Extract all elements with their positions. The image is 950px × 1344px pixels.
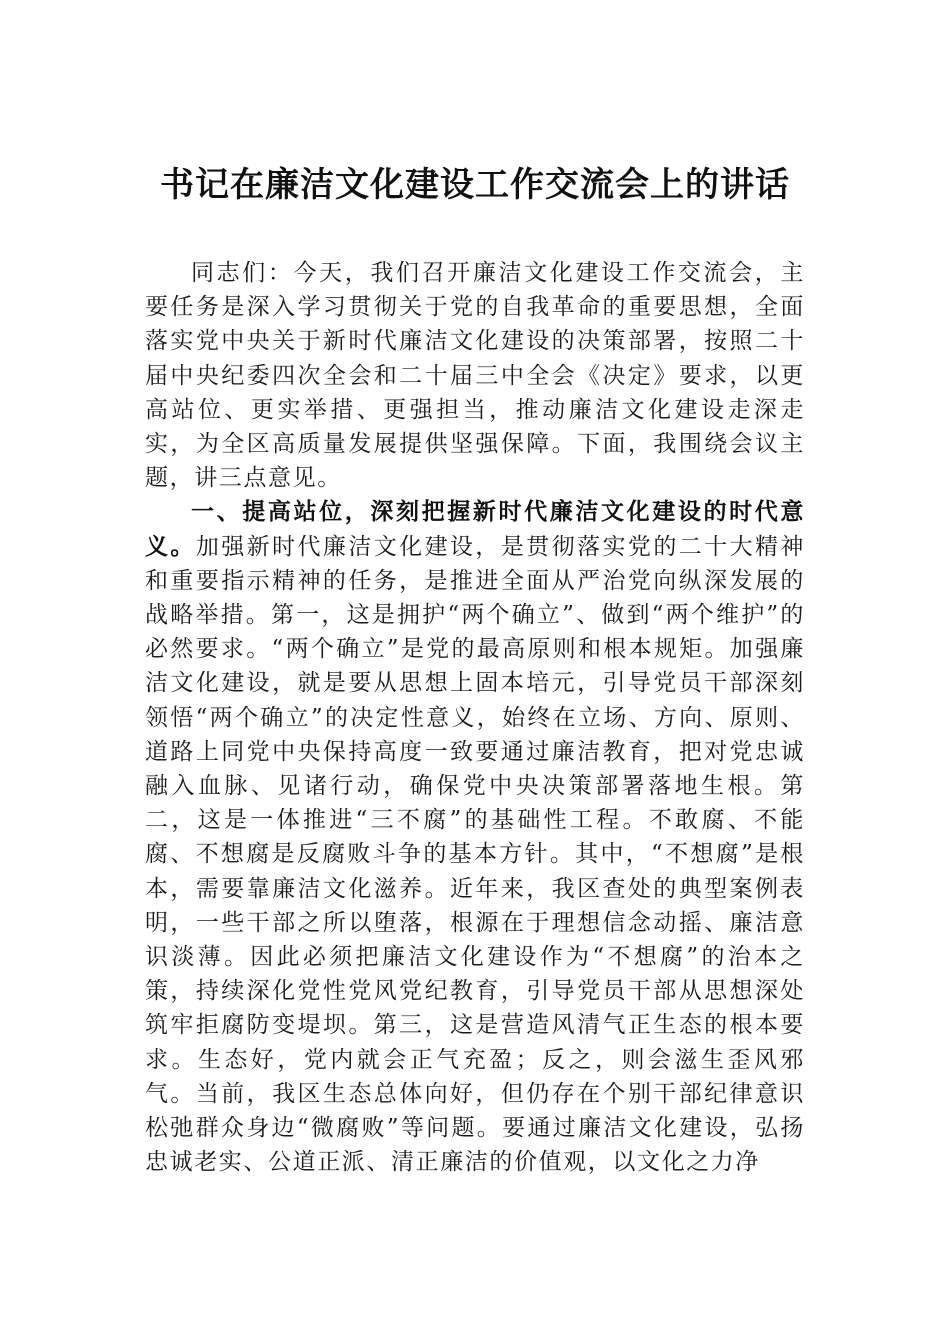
document-title: 书记在廉洁文化建设工作交流会上的讲话	[160, 165, 790, 205]
paragraph-text: 同志们：今天，我们召开廉洁文化建设工作交流会，主要任务是深入学习贯彻关于党的自我革命的重要思想，全面落实党中央关于新时代廉洁文化建设的决策部署，按照二十届中央纪委四次全会和二十届三中全会《决定》要求，以更高站位、更实举措、更强担当，推动廉洁文化建设走深走实，为全区高质量发展提供坚强保障。下面，我围绕会议主题，讲三点意见。	[145, 260, 805, 492]
paragraph-text: 加强新时代廉洁文化建设，是贯彻落实党的二十大精神和重要指示精神的任务，是推进全面从严治党向纵深发展的战略举措。第一，这是拥护“两个确立”、做到“两个维护”的必然要求。“两个确立”是党的最高原则和根本规矩。加强廉洁文化建设，就是要从思想上固本培元，引导党员干部深刻领悟“两个确立”的决定性意义，始终在立场、方向、原则、道路上同党中央保持高度一致要通过廉洁教育，把对党忠诚融入血脉、见诸行动，确保党中央决策部署落地生根。第二，这是一体推进“三不腐”的基础性工程。不敢腐、不能腐、不想腐是反腐败斗争的基本方针。其中，“不想腐”是根本，需要靠廉洁文化滋养。近年来，我区查处的典型案例表明，一些干部之所以堕落，根源在于理想信念动摇、廉洁意识淡薄。因此必须把廉洁文化建设作为“不想腐”的治本之策，持续深化党性党风党纪教育，引导党员干部从思想深处筑牢拒腐防变堤坝。第三，这是营造风清气正生态的根本要求。生态好，党内就会正气充盈；反之，则会滋生歪风邪气。当前，我区生态总体向好，但仍存在个别干部纪律意识松弛群众身边“微腐败”等问题。要通过廉洁文化建设，弘扬忠诚老实、公道正派、清正廉洁的价值观，以文化之力净	[145, 533, 806, 1176]
document-body	[145, 256, 805, 1179]
opening-paragraph	[145, 256, 805, 495]
section-one-paragraph	[145, 495, 805, 1179]
section-heading: 一、提高站位，深刻把握新时代廉洁文化建设的时代意义。	[145, 498, 805, 560]
